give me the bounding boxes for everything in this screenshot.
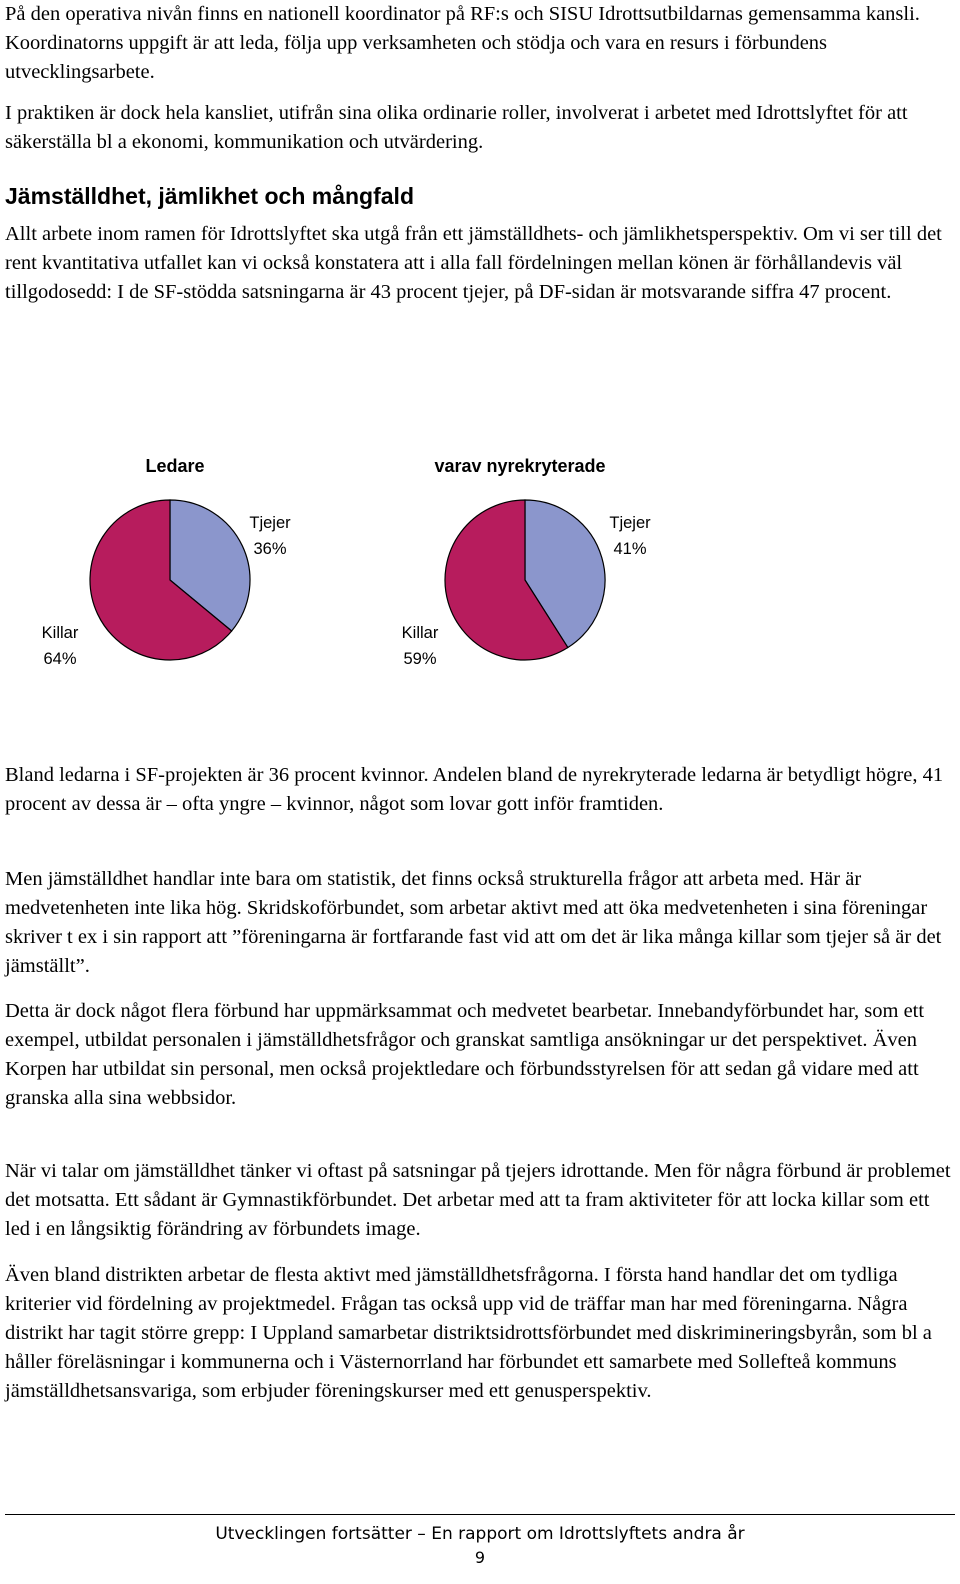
slice-label-name: Killar (401, 624, 439, 642)
slice-label-pct: 64% (43, 650, 77, 668)
chart-title-nyrekryterade: varav nyrekryterade (434, 456, 606, 476)
slice-label-pct: 59% (403, 650, 437, 668)
pie-charts (5, 440, 705, 700)
slice-label-name: Killar (41, 624, 79, 642)
slice-label-killar (380, 620, 460, 672)
paragraph-equality: Allt arbete inom ramen för Idrottslyftet ska utgå från ett jämställdhets- och jämlikhetsperspektiv. Om vi ser till det rent kvantitativa utfallet kan vi också konstatera att i alla fall fördelningen mellan könen är förhållandevis väl tillgodosedd: I de SF-stödda satsningarna är 43 procent tjejer, på DF-sidan är motsvarande siffra 47 procent. (5, 223, 942, 303)
paragraph-districts: Även bland distrikten arbetar de flesta aktivt med jämställdhetsfrågorna. I första hand handlar det om tydliga kriterier vid fördelning av projektmedel. Frågan tas också upp vid de träffar man har med föreningarna. Några distrikt har tagit större grepp: I Uppland samarbetar distriktsidrottsförbundet med diskrimineringsbyrån, som bl a håller föreläsningar i kommunerna och i Västernorrland har förbundet ett samarbete med Sollefteå kommuns jämställdhetsansvariga, som erbjuder föreningskurser med ett genusperspektiv. (5, 1264, 932, 1402)
slice-label-pct: 36% (253, 540, 287, 558)
slice-label-pct: 41% (613, 540, 647, 558)
slice-label-name: Tjejer (609, 514, 651, 532)
footer-text: Utvecklingen fortsätter – En rapport om Idrottslyftets andra år (215, 1524, 745, 1544)
chart-title-ledare: Ledare (145, 456, 205, 476)
paragraph-office: I praktiken är dock hela kansliet, utifrån sina olika ordinarie roller, involverat i arbetet med Idrottslyftet för att säkerställa bl a ekonomi, kommunikation och utvärdering. (5, 102, 908, 153)
slice-label-tjejer (590, 510, 670, 562)
slice-label-name: Tjejer (249, 514, 291, 532)
page-number: 9 (474, 1548, 486, 1567)
pie-chart-nyrekryterade (440, 495, 610, 665)
paragraph-coordinator: På den operativa nivån finns en nationell koordinator på RF:s och SISU Idrottsutbildarnas gemensamma kansli. Koordinatorns uppgift är att leda, följa upp verksamheten och stödja och vara en resurs i förbundens utvecklingsarbete. (5, 3, 920, 83)
paragraph-federations: Detta är dock något flera förbund har uppmärksammat och medvetet bearbetar. Innebandyförbundet har, som ett exempel, utbildat personalen i jämställdhetsfrågor och granskat samtliga ansökningar ur det perspektivet. Även Korpen har utbildat sin personal, men också projektledare och förbundsstyrelsen för att sedan gå vidare med att granska alla sina webbsidor. (5, 1000, 925, 1109)
slice-label-killar (20, 620, 100, 672)
section-heading: Jämställdhet, jämlikhet och mångfald (5, 183, 414, 209)
document-page (5, 0, 955, 1584)
paragraph-structural: Men jämställdhet handlar inte bara om statistik, det finns också strukturella frågor att arbeta med. Här är medvetenheten inte lika hög. Skridskoförbundet, som arbetar aktivt med att öka medvetenheten i sina föreningar skriver t ex i sin rapport att ”föreningarna är fortfarande fast vid att om det är lika många killar som tjejer så är det jämställt”. (5, 868, 942, 977)
footer-divider (5, 1514, 955, 1515)
paragraph-gymnastics: När vi talar om jämställdhet tänker vi oftast på satsningar på tjejers idrottande. Men för några förbund är problemet det motsatta. Ett sådant är Gymnastikförbundet. Det arbetar med att ta fram aktiviteter för att locka killar som ett led i en långsiktig förändring av förbundets image. (5, 1160, 951, 1240)
slice-label-tjejer (230, 510, 310, 562)
paragraph-leaders: Bland ledarna i SF-projekten är 36 procent kvinnor. Andelen bland de nyrekryterade ledarna är betydligt högre, 41 procent av dessa är – ofta yngre – kvinnor, något som lovar gott inför framtiden. (5, 764, 944, 815)
